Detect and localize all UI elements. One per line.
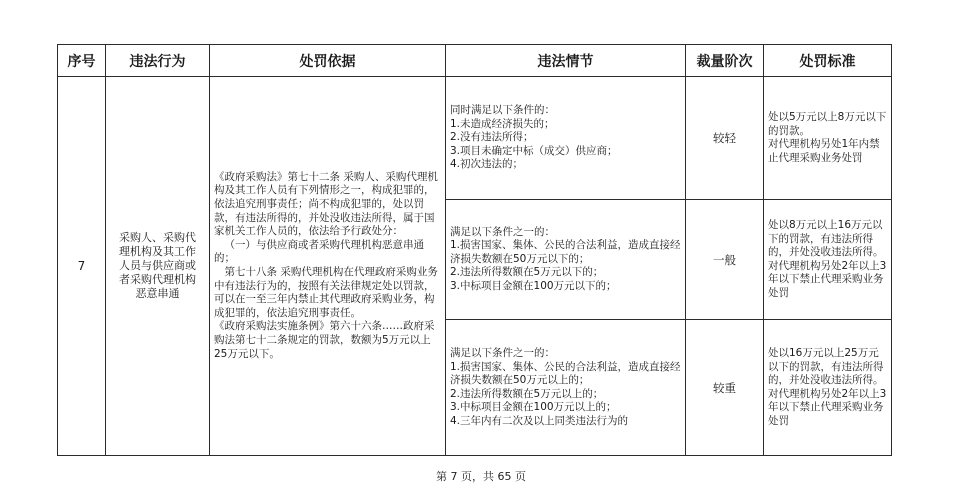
header-level: 裁量阶次 [686, 45, 764, 77]
circumstance-cell: 满足以下条件之一的： 1.损害国家、集体、公民的合法利益，造成直接经济损失数额在50万元以下的； 2.违法所得数额在5万元以下的； 3.中标项目金额在100万元以下的； [446, 200, 686, 320]
standard-cell: 处以5万元以上8万元以下的罚款。 对代理机构另处1年内禁止代理采购业务处罚 [764, 77, 892, 200]
level-cell: 较重 [686, 320, 764, 456]
header-circumstance: 违法情节 [446, 45, 686, 77]
level-cell: 较轻 [686, 77, 764, 200]
header-standard: 处罚标准 [764, 45, 892, 77]
basis-paragraph: （一）与供应商或者采购代理机构恶意串通的； [214, 238, 424, 265]
level-cell: 一般 [686, 200, 764, 320]
header-seq: 序号 [58, 45, 106, 77]
table-row [58, 77, 892, 200]
behavior-cell: 采购人、采购代 理机构及其工作 人员与供应商或 者采购代理机构 恶意串通 [106, 77, 210, 456]
circumstance-cell: 满足以下条件之一的： 1.损害国家、集体、公民的合法利益，造成直接经济损失数额在50万元以上的； 2.违法所得数额在5万元以上的； 3.中标项目金额在100万元以上的； 4.三年内有二次及以上同类违法行为的 [446, 320, 686, 456]
standard-cell: 处以16万元以上25万元以下的罚款，有违法所得的，并处没收违法所得。 对代理机构另处2年以上3年以下禁止代理采购业务处罚 [764, 320, 892, 456]
basis-paragraph: 《政府采购法实施条例》第六十六条……政府采购法第七十二条规定的罚款，数额为5万元以上25万元以下。 [214, 320, 435, 360]
basis-paragraph: 《政府采购法》第七十二条 采购人、采购代理机构及其工作人员有下列情形之一，构成犯罪的，依法追究刑事责任；尚不构成犯罪的，处以罚款，有违法所得的，并处没收违法所得，属于国家机关工作人员的，依法给予行政处分： [214, 170, 438, 238]
header-row [58, 45, 892, 77]
circumstance-cell: 同时满足以下条件的： 1.未造成经济损失的； 2.没有违法所得； 3.项目未确定中标（成交）供应商； 4.初次违法的； [446, 77, 686, 200]
standard-cell: 处以8万元以上16万元以下的罚款，有违法所得的，并处没收违法所得。 对代理机构另处2年以上3年以下禁止代理采购业务处罚 [764, 200, 892, 320]
basis-cell [210, 77, 446, 456]
page-number: 第 7 页，共 65 页 [436, 470, 526, 483]
seq-cell: 7 [58, 77, 106, 456]
header-behavior: 违法行为 [106, 45, 210, 77]
basis-paragraph: 第七十八条 采购代理机构在代理政府采购业务中有违法行为的，按照有关法律规定处以罚款，可以在一至三年内禁止其代理政府采购业务，构成犯罪的，依法追究刑事责任。 [214, 266, 438, 319]
penalty-standard-table [57, 44, 892, 456]
header-basis: 处罚依据 [210, 45, 446, 77]
